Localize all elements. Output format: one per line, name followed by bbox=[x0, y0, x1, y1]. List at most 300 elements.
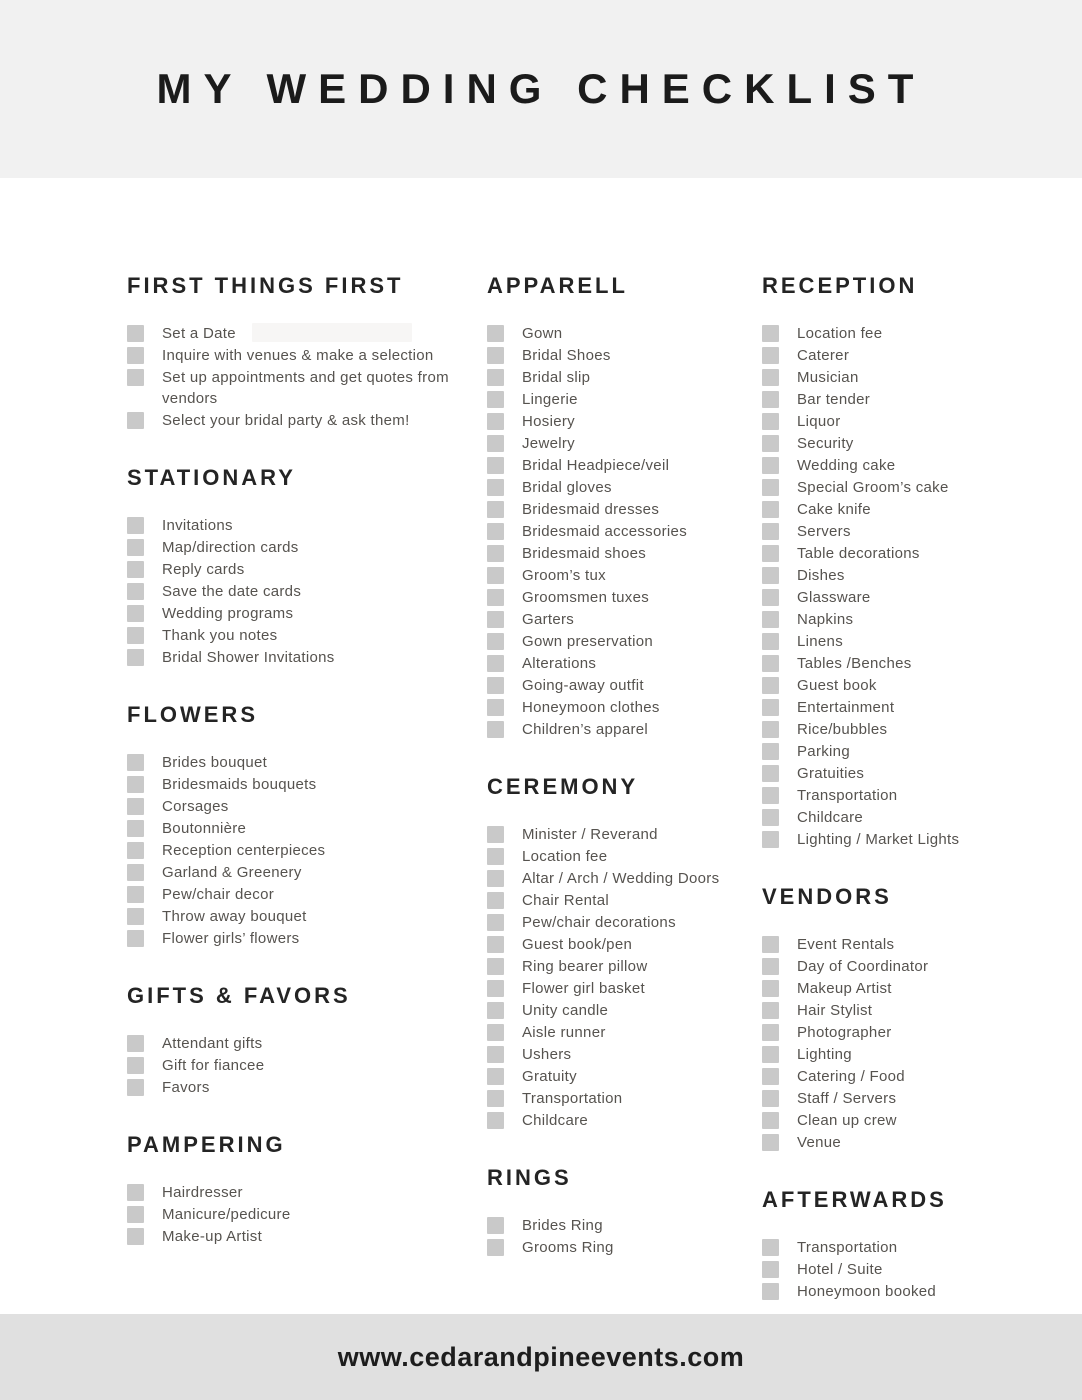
item-label: Set up appointments and get quotes from vendors bbox=[162, 369, 449, 407]
checklist-item bbox=[127, 906, 472, 927]
checkbox[interactable] bbox=[762, 501, 779, 518]
item-label: Makeup Artist bbox=[797, 980, 892, 997]
item-label: Guest book bbox=[797, 677, 877, 694]
item-label: Manicure/pedicure bbox=[162, 1206, 291, 1223]
checklist-item bbox=[762, 631, 1074, 652]
checkbox[interactable] bbox=[127, 754, 144, 771]
checkbox[interactable] bbox=[762, 391, 779, 408]
checkbox[interactable] bbox=[487, 655, 504, 672]
item-label: Throw away bouquet bbox=[162, 908, 307, 925]
item-label: Venue bbox=[797, 1134, 842, 1151]
checkbox[interactable] bbox=[127, 347, 144, 364]
checklist-item bbox=[762, 934, 1074, 955]
checklist-item bbox=[762, 1237, 1074, 1258]
checkbox[interactable] bbox=[127, 583, 144, 600]
item-label: Honeymoon booked bbox=[797, 1283, 937, 1300]
checkbox[interactable] bbox=[487, 545, 504, 562]
checklist-item bbox=[127, 840, 472, 861]
section-heading: CEREMONY bbox=[487, 774, 639, 799]
checkbox[interactable] bbox=[127, 369, 144, 386]
checkbox[interactable] bbox=[762, 545, 779, 562]
section-heading: VENDORS bbox=[762, 884, 892, 909]
checkbox[interactable] bbox=[762, 1261, 779, 1278]
checklist-columns bbox=[0, 178, 1082, 1314]
checkbox[interactable] bbox=[127, 605, 144, 622]
item-label: Linens bbox=[797, 633, 844, 650]
checkbox[interactable] bbox=[127, 412, 144, 429]
item-label: Location fee bbox=[522, 848, 608, 865]
checklist-item bbox=[487, 521, 755, 542]
item-label: Transportation bbox=[797, 787, 898, 804]
checklist-item bbox=[127, 323, 472, 344]
section-flowers bbox=[127, 702, 472, 949]
section-heading: APPARELL bbox=[487, 273, 628, 298]
checkbox[interactable] bbox=[487, 325, 504, 342]
checkbox[interactable] bbox=[487, 1239, 504, 1256]
checkbox[interactable] bbox=[487, 1217, 504, 1234]
checklist-item bbox=[487, 697, 755, 718]
checklist-item bbox=[487, 956, 755, 977]
checkbox[interactable] bbox=[487, 369, 504, 386]
checklist-item bbox=[487, 890, 755, 911]
item-label: Day of Coordinator bbox=[797, 958, 929, 975]
checkbox[interactable] bbox=[487, 633, 504, 650]
item-label: Altar / Arch / Wedding Doors bbox=[522, 870, 720, 887]
checkbox[interactable] bbox=[127, 627, 144, 644]
checklist-item bbox=[762, 389, 1074, 410]
item-label: Caterer bbox=[797, 347, 850, 364]
checklist-item bbox=[762, 1259, 1074, 1280]
checkbox[interactable] bbox=[762, 413, 779, 430]
checkbox[interactable] bbox=[127, 325, 144, 342]
checkbox[interactable] bbox=[127, 930, 144, 947]
section-heading: RINGS bbox=[487, 1165, 572, 1190]
checkbox[interactable] bbox=[762, 611, 779, 628]
checklist-item bbox=[127, 1077, 472, 1098]
checklist-item bbox=[127, 1182, 472, 1203]
item-label: Favors bbox=[162, 1079, 210, 1096]
item-label: Bridesmaid dresses bbox=[522, 501, 660, 518]
checklist-item bbox=[127, 928, 472, 949]
date-fill-line[interactable] bbox=[252, 323, 412, 342]
checkbox[interactable] bbox=[762, 1283, 779, 1300]
checklist-item bbox=[487, 653, 755, 674]
checklist-item bbox=[127, 603, 472, 624]
checkbox[interactable] bbox=[127, 1228, 144, 1245]
checklist-item bbox=[762, 719, 1074, 740]
checklist-item bbox=[487, 978, 755, 999]
checklist-item bbox=[127, 345, 472, 366]
checkbox[interactable] bbox=[762, 457, 779, 474]
checklist-item bbox=[487, 499, 755, 520]
checkbox[interactable] bbox=[762, 435, 779, 452]
checklist-item bbox=[762, 1066, 1074, 1087]
checklist-item bbox=[762, 609, 1074, 630]
checkbox[interactable] bbox=[487, 479, 504, 496]
checkbox[interactable] bbox=[762, 479, 779, 496]
checklist-item bbox=[762, 499, 1074, 520]
section-item-list bbox=[127, 1033, 472, 1098]
item-label: Glassware bbox=[797, 589, 871, 606]
checkbox[interactable] bbox=[487, 1024, 504, 1041]
checkbox[interactable] bbox=[762, 369, 779, 386]
item-label: Catering / Food bbox=[797, 1068, 905, 1085]
section-gifts-favors bbox=[127, 983, 472, 1098]
checklist-item bbox=[487, 1237, 755, 1258]
checklist-item bbox=[487, 455, 755, 476]
checklist-item bbox=[487, 1215, 755, 1236]
item-label: Hair Stylist bbox=[797, 1002, 873, 1019]
checkbox[interactable] bbox=[762, 958, 779, 975]
checkbox[interactable] bbox=[487, 589, 504, 606]
checkbox[interactable] bbox=[762, 936, 779, 953]
item-label: Jewelry bbox=[522, 435, 575, 452]
item-label: Bridal Headpiece/veil bbox=[522, 457, 670, 474]
checklist-item bbox=[762, 565, 1074, 586]
checkbox[interactable] bbox=[487, 1046, 504, 1063]
checkbox[interactable] bbox=[762, 699, 779, 716]
checkbox[interactable] bbox=[127, 798, 144, 815]
item-label: Alterations bbox=[522, 655, 597, 672]
item-label: Location fee bbox=[797, 325, 883, 342]
checkbox[interactable] bbox=[127, 1206, 144, 1223]
item-label: Children’s apparel bbox=[522, 721, 649, 738]
item-label: Guest book/pen bbox=[522, 936, 633, 953]
checklist-item bbox=[487, 675, 755, 696]
checkbox[interactable] bbox=[487, 892, 504, 909]
checklist-item bbox=[127, 625, 472, 646]
checklist-item bbox=[487, 719, 755, 740]
checklist-item bbox=[487, 1000, 755, 1021]
checklist-item bbox=[762, 697, 1074, 718]
checkbox[interactable] bbox=[127, 539, 144, 556]
checkbox[interactable] bbox=[762, 1046, 779, 1063]
checklist-item bbox=[762, 345, 1074, 366]
item-label: Special Groom’s cake bbox=[797, 479, 949, 496]
checkbox[interactable] bbox=[762, 1024, 779, 1041]
checkbox[interactable] bbox=[487, 391, 504, 408]
checkbox[interactable] bbox=[127, 776, 144, 793]
checklist-item bbox=[487, 631, 755, 652]
checklist-item bbox=[127, 1055, 472, 1076]
checklist-item bbox=[762, 433, 1074, 454]
item-label: Table decorations bbox=[797, 545, 920, 562]
section-heading: AFTERWARDS bbox=[762, 1187, 947, 1212]
item-label: Reply cards bbox=[162, 561, 245, 578]
section-stationary bbox=[127, 465, 472, 668]
checklist-item bbox=[487, 609, 755, 630]
checkbox[interactable] bbox=[127, 864, 144, 881]
item-label: Gratuity bbox=[522, 1068, 577, 1085]
checklist-item bbox=[127, 1033, 472, 1054]
checklist-item bbox=[487, 846, 755, 867]
section-heading: PAMPERING bbox=[127, 1132, 286, 1157]
item-label: Transportation bbox=[797, 1239, 898, 1256]
checkbox[interactable] bbox=[127, 561, 144, 578]
checkbox[interactable] bbox=[762, 677, 779, 694]
item-label: Musician bbox=[797, 369, 859, 386]
checklist-item bbox=[487, 543, 755, 564]
checkbox[interactable] bbox=[487, 1068, 504, 1085]
item-label: Hosiery bbox=[522, 413, 575, 430]
section-heading: GIFTS & FAVORS bbox=[127, 983, 351, 1008]
checklist-item bbox=[127, 559, 472, 580]
checklist-item bbox=[127, 581, 472, 602]
item-label: Gratuities bbox=[797, 765, 865, 782]
checkbox[interactable] bbox=[487, 980, 504, 997]
checkbox[interactable] bbox=[487, 848, 504, 865]
item-label: Wedding cake bbox=[797, 457, 896, 474]
checklist-item bbox=[127, 515, 472, 536]
item-label: Ring bearer pillow bbox=[522, 958, 648, 975]
checkbox[interactable] bbox=[487, 721, 504, 738]
checkbox[interactable] bbox=[762, 831, 779, 848]
column-2 bbox=[487, 273, 755, 1259]
checklist-item bbox=[127, 367, 472, 409]
item-label: Bar tender bbox=[797, 391, 871, 408]
item-label: Going-away outfit bbox=[522, 677, 644, 694]
item-label: Flower girl basket bbox=[522, 980, 645, 997]
checklist-item bbox=[127, 818, 472, 839]
section-heading: RECEPTION bbox=[762, 273, 918, 298]
checklist-item bbox=[762, 1281, 1074, 1302]
checklist-item bbox=[487, 477, 755, 498]
checkbox[interactable] bbox=[127, 908, 144, 925]
checkbox[interactable] bbox=[762, 633, 779, 650]
checklist-item bbox=[487, 345, 755, 366]
item-label: Honeymoon clothes bbox=[522, 699, 660, 716]
checkbox[interactable] bbox=[487, 699, 504, 716]
item-label: Garland & Greenery bbox=[162, 864, 302, 881]
item-label: Unity candle bbox=[522, 1002, 609, 1019]
checkbox[interactable] bbox=[762, 721, 779, 738]
checkbox[interactable] bbox=[762, 787, 779, 804]
checkbox[interactable] bbox=[762, 1002, 779, 1019]
checklist-item bbox=[762, 367, 1074, 388]
item-label: Bridal Shoes bbox=[522, 347, 611, 364]
checklist-item bbox=[487, 1044, 755, 1065]
checkbox[interactable] bbox=[487, 958, 504, 975]
checklist-item bbox=[487, 433, 755, 454]
checklist-item bbox=[762, 543, 1074, 564]
checklist-item bbox=[487, 1110, 755, 1131]
checklist-item bbox=[762, 1000, 1074, 1021]
item-label: Gown bbox=[522, 325, 563, 342]
item-label: Rice/bubbles bbox=[797, 721, 888, 738]
item-label: Reception centerpieces bbox=[162, 842, 326, 859]
checkbox[interactable] bbox=[762, 1090, 779, 1107]
item-label: Boutonnière bbox=[162, 820, 247, 837]
item-label: Make-up Artist bbox=[162, 1228, 263, 1245]
item-label: Bridesmaid shoes bbox=[522, 545, 647, 562]
item-label: Dishes bbox=[797, 567, 845, 584]
item-label: Invitations bbox=[162, 517, 233, 534]
checkbox[interactable] bbox=[487, 870, 504, 887]
checklist-item bbox=[127, 647, 472, 668]
checkbox[interactable] bbox=[487, 677, 504, 694]
section-heading: FIRST THINGS FIRST bbox=[127, 273, 404, 298]
checkbox[interactable] bbox=[127, 842, 144, 859]
checkbox[interactable] bbox=[762, 765, 779, 782]
item-label: Childcare bbox=[797, 809, 864, 826]
checklist-item bbox=[127, 796, 472, 817]
checkbox[interactable] bbox=[487, 611, 504, 628]
item-label: Select your bridal party & ask them! bbox=[162, 412, 410, 429]
item-label: Lingerie bbox=[522, 391, 578, 408]
checklist-item bbox=[762, 587, 1074, 608]
checklist-item bbox=[762, 675, 1074, 696]
checkbox[interactable] bbox=[762, 523, 779, 540]
checklist-item bbox=[487, 367, 755, 388]
checkbox[interactable] bbox=[487, 523, 504, 540]
footer bbox=[0, 1314, 1082, 1400]
item-label: Groom’s tux bbox=[522, 567, 606, 584]
checklist-item bbox=[487, 1088, 755, 1109]
item-label: Security bbox=[797, 435, 854, 452]
checkbox[interactable] bbox=[487, 347, 504, 364]
item-label: Chair Rental bbox=[522, 892, 609, 909]
checkbox[interactable] bbox=[487, 1002, 504, 1019]
checklist-item bbox=[487, 1066, 755, 1087]
checkbox[interactable] bbox=[487, 457, 504, 474]
title-banner bbox=[0, 0, 1082, 178]
checklist-item bbox=[127, 752, 472, 773]
section-vendors bbox=[762, 884, 1074, 1153]
item-label: Ushers bbox=[522, 1046, 572, 1063]
checkbox[interactable] bbox=[762, 809, 779, 826]
checklist-item bbox=[762, 829, 1074, 850]
item-label: Bridal gloves bbox=[522, 479, 612, 496]
section-heading: FLOWERS bbox=[127, 702, 258, 727]
checkbox[interactable] bbox=[762, 1112, 779, 1129]
checklist-item bbox=[487, 565, 755, 586]
checkbox[interactable] bbox=[762, 589, 779, 606]
item-label: Grooms Ring bbox=[522, 1239, 614, 1256]
item-label: Napkins bbox=[797, 611, 854, 628]
item-label: Gown preservation bbox=[522, 633, 653, 650]
checkbox[interactable] bbox=[762, 1134, 779, 1151]
section-apparell bbox=[487, 273, 755, 740]
checkbox[interactable] bbox=[487, 567, 504, 584]
checklist-item bbox=[127, 410, 472, 431]
checkbox[interactable] bbox=[487, 826, 504, 843]
item-label: Brides bouquet bbox=[162, 754, 268, 771]
item-label: Bridesmaid accessories bbox=[522, 523, 687, 540]
section-reception bbox=[762, 273, 1074, 850]
item-label: Save the date cards bbox=[162, 583, 302, 600]
checklist-item bbox=[487, 389, 755, 410]
checkbox[interactable] bbox=[762, 1068, 779, 1085]
checkbox[interactable] bbox=[487, 936, 504, 953]
item-label: Transportation bbox=[522, 1090, 623, 1107]
checklist-item bbox=[762, 785, 1074, 806]
item-label: Attendant gifts bbox=[162, 1035, 263, 1052]
section-item-list bbox=[487, 323, 755, 740]
section-item-list bbox=[762, 323, 1074, 850]
item-label: Minister / Reverand bbox=[522, 826, 658, 843]
checklist-item bbox=[762, 477, 1074, 498]
item-label: Parking bbox=[797, 743, 850, 760]
checklist-item bbox=[487, 587, 755, 608]
section-item-list bbox=[762, 934, 1074, 1153]
checklist-item bbox=[762, 807, 1074, 828]
checkbox[interactable] bbox=[127, 820, 144, 837]
checkbox[interactable] bbox=[762, 347, 779, 364]
checklist-item bbox=[762, 741, 1074, 762]
checkbox[interactable] bbox=[487, 914, 504, 931]
section-item-list bbox=[127, 752, 472, 949]
item-label: Pew/chair decor bbox=[162, 886, 275, 903]
section-afterwards bbox=[762, 1187, 1074, 1302]
section-item-list bbox=[487, 1215, 755, 1258]
checklist-item bbox=[762, 411, 1074, 432]
checklist-item bbox=[762, 521, 1074, 542]
checklist-item bbox=[127, 1226, 472, 1247]
item-label: Hotel / Suite bbox=[797, 1261, 883, 1278]
item-label: Hairdresser bbox=[162, 1184, 243, 1201]
checklist-item bbox=[487, 1022, 755, 1043]
section-item-list bbox=[762, 1237, 1074, 1302]
item-label: Brides Ring bbox=[522, 1217, 603, 1234]
item-label: Servers bbox=[797, 523, 851, 540]
section-rings bbox=[487, 1165, 755, 1258]
section-heading: STATIONARY bbox=[127, 465, 296, 490]
checkbox[interactable] bbox=[127, 1035, 144, 1052]
checklist-item bbox=[762, 1088, 1074, 1109]
item-label: Thank you notes bbox=[162, 627, 278, 644]
checklist-item bbox=[487, 934, 755, 955]
checkbox[interactable] bbox=[487, 1090, 504, 1107]
checkbox[interactable] bbox=[127, 649, 144, 666]
item-label: Childcare bbox=[522, 1112, 589, 1129]
checklist-item bbox=[762, 1022, 1074, 1043]
checkbox[interactable] bbox=[762, 655, 779, 672]
item-label: Inquire with venues & make a selection bbox=[162, 347, 434, 364]
item-label: Corsages bbox=[162, 798, 229, 815]
checkbox[interactable] bbox=[127, 517, 144, 534]
checkbox[interactable] bbox=[487, 501, 504, 518]
checkbox[interactable] bbox=[762, 743, 779, 760]
checkbox[interactable] bbox=[762, 1239, 779, 1256]
checkbox[interactable] bbox=[762, 980, 779, 997]
checklist-item bbox=[762, 1110, 1074, 1131]
checkbox[interactable] bbox=[127, 886, 144, 903]
item-label: Map/direction cards bbox=[162, 539, 299, 556]
checkbox[interactable] bbox=[487, 435, 504, 452]
checklist-item bbox=[762, 1132, 1074, 1153]
checklist-item bbox=[762, 956, 1074, 977]
checklist-item bbox=[127, 884, 472, 905]
section-item-list bbox=[127, 323, 472, 431]
section-item-list bbox=[127, 515, 472, 668]
checkbox[interactable] bbox=[487, 1112, 504, 1129]
checkbox[interactable] bbox=[127, 1057, 144, 1074]
checklist-item bbox=[762, 653, 1074, 674]
checkbox[interactable] bbox=[127, 1079, 144, 1096]
checklist-item bbox=[762, 455, 1074, 476]
checklist-item bbox=[127, 537, 472, 558]
website-url: www.cedarandpineevents.com bbox=[337, 1341, 745, 1372]
checkbox[interactable] bbox=[762, 567, 779, 584]
item-label: Wedding programs bbox=[162, 605, 294, 622]
checklist-item bbox=[127, 1204, 472, 1225]
checkbox[interactable] bbox=[762, 325, 779, 342]
checkbox[interactable] bbox=[127, 1184, 144, 1201]
checkbox[interactable] bbox=[487, 413, 504, 430]
item-label: Clean up crew bbox=[797, 1112, 897, 1129]
item-label: Photographer bbox=[797, 1024, 892, 1041]
section-item-list bbox=[487, 824, 755, 1131]
